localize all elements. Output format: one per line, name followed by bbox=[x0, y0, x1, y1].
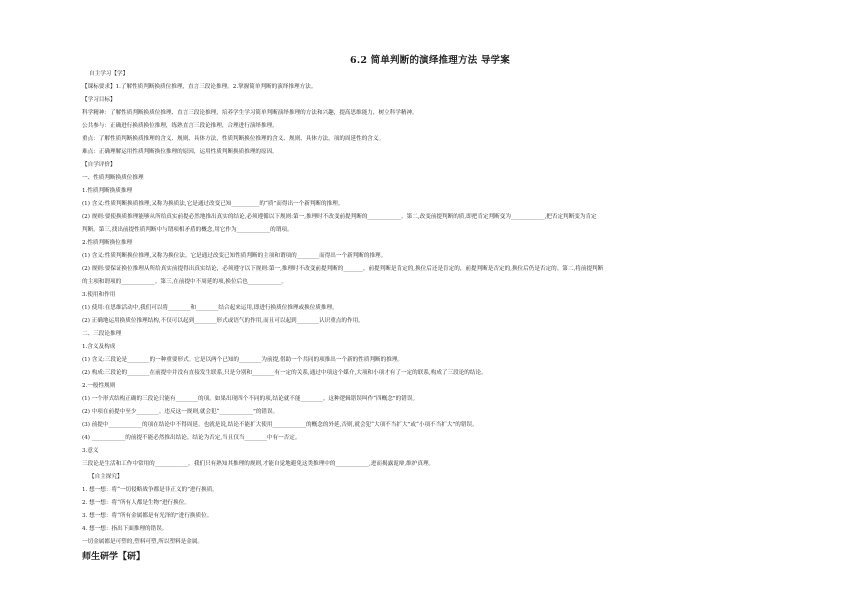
paragraph-line: 三段论是生活和工作中常用的____________。我们只有熟知其推理的规则,才能自觉地避免这类推理中的____________,进而揭露诡辩,维护真理。 bbox=[82, 461, 435, 467]
goal-science: 科学精神：了解性质判断换质位推理、直言三段论推理，培养学生学习简单判断演绎推理的方法和兴趣，提高思维能力，树立科学精神。 bbox=[82, 110, 418, 116]
paragraph-line: (1) 一个形式结构正确的三段论只能有________的项。如果出现四个不同的项,结论就不能________。这种逻辑错误叫作“四概念”的错误。 bbox=[82, 396, 419, 402]
paragraph-line: (3) 前提中____________的项在结论中不得周延。也就是说,结论不能扩大使用____________的概念的外延,否则,就会犯“大项不当扩大”或“小项不当扩大”的错误。 bbox=[82, 422, 478, 428]
key-points: 重点：了解性质判断换质推理的含义、规则、具体方法，性质判断换位推理的含义、规则、具体方法，项的周延性的含义。 bbox=[82, 136, 385, 142]
goal-public: 公共参与：正确进行换质换位推理，练熟直言三段论推理，合理进行演绎推理。 bbox=[82, 123, 278, 129]
section-one-heading: 一、性质判断换质位推理 bbox=[82, 175, 144, 181]
paragraph-line: (1) 含义:性质判断换质推理,又称为换质法,它是通过改变已知__________的“质”而得出一个新判断的推理。 bbox=[82, 201, 344, 207]
paragraph-line: (2) 中项在前提中至少________。违反这一规则,就会犯“____________”的错误。 bbox=[82, 409, 279, 415]
self-exploration-heading: 【自主探究】 bbox=[89, 474, 123, 480]
subsection-heading: 3.意义 bbox=[82, 448, 99, 454]
section-self-study: 自主学习【学】 bbox=[89, 71, 129, 77]
difficult-points: 难点：正确理解运用性质判断换位推理的原因，运用性质判断换质推理的原因。 bbox=[82, 149, 278, 155]
subsection-heading: 2.性质判断换位推理 bbox=[82, 240, 133, 246]
paragraph-line: 的主项和谓项的____________。第三,在前提中不周延的项,换位后也____________。 bbox=[82, 279, 287, 285]
paragraph-line: (2) 构成:三段论的________在前提中并没有直接发生联系,只是分别和________有一定的关系,通过中项这个媒介,大项和小项才有了一定的联系,构成了三段论的结论。 bbox=[82, 370, 487, 376]
exercise-item: 1. 想一想：将“一切侵略战争都是非正义的”进行换质。 bbox=[82, 487, 218, 493]
exercise-example: 一切金属都是可塑的,塑料可塑,所以塑料是金属。 bbox=[82, 539, 204, 545]
paragraph-line: (1) 使用:在思维活动中,我们可以将________和________结合起来运用,即进行换质位推理或换位质推理。 bbox=[82, 305, 338, 311]
paragraph-line: (2) 规则:要使换质推理能够从所给真实前提必然地推出真实的结论,必须遵循以下规则:第一,推理时不改变前提判断的____________。第二,改变前提判断的质,即把肯定判断变为____________,把否定判断变为肯定 bbox=[82, 214, 597, 220]
curriculum-requirements: 【课标要求】1.了解性质判断换质位推理，直言三段论推理。2.掌握简单判断的演绎推理方法。 bbox=[82, 84, 317, 90]
paragraph-line: 判断。第三,找出前提性质判断中与谓项相矛盾的概念,用它作为____________的谓项。 bbox=[82, 227, 293, 233]
self-evaluation-heading: 【自学评价】 bbox=[82, 162, 116, 168]
paragraph-line: (4) ____________的前提不能必然推出结论。结论为否定,当且仅当________中有一否定。 bbox=[82, 435, 301, 441]
subsection-heading: 1.性质判断换质推理 bbox=[82, 188, 133, 194]
subsection-heading: 1.含义及构成 bbox=[82, 344, 116, 350]
footer-heading: 师生研学【研】 bbox=[82, 552, 146, 562]
paragraph-line: (2) 正确地运用换质位推理结构,不仅可以起到________形式或语气的作用,而且可以起到________认识重点的作用。 bbox=[82, 318, 364, 324]
exercise-item: 4. 想一想：指出下面推理的错误。 bbox=[82, 526, 168, 532]
section-two-heading: 二、三段论推理 bbox=[82, 331, 122, 337]
paragraph-line: (1) 含义:三段论是________的一种重要形式。它是以两个已知的________为前提,借助一个共同的项推出一个新的性质判断的推理。 bbox=[82, 357, 404, 363]
exercise-item: 2. 想一想：将“所有人都是生物”进行换位。 bbox=[82, 500, 190, 506]
exercise-item: 3. 想一想：将“所有金属都是有光泽的”进行换质位。 bbox=[82, 513, 213, 519]
page-title: 6.2 简单判断的演绎推理方法 导学案 bbox=[350, 55, 510, 66]
paragraph-line: (2) 规则:要保证换位推理从所给真实前提得出真实结论，必须遵守以下规则:第一,推理时不改变前提判断的_______，前提判断是肯定的,换位后还是肯定的，前提判断是否定的,换位后仍是否定的。第二,将前提判断 bbox=[82, 266, 604, 272]
subsection-heading: 3.使用和作用 bbox=[82, 292, 116, 298]
paragraph-line: (1) 含义:性质判断换位推理,又称为换位法。它是通过改变已知性质判断的主项和谓项的________而得出一个新判断的推理。 bbox=[82, 253, 387, 259]
subsection-heading: 2.一般性规则 bbox=[82, 383, 116, 389]
learning-goals-heading: 【学习目标】 bbox=[82, 97, 116, 103]
